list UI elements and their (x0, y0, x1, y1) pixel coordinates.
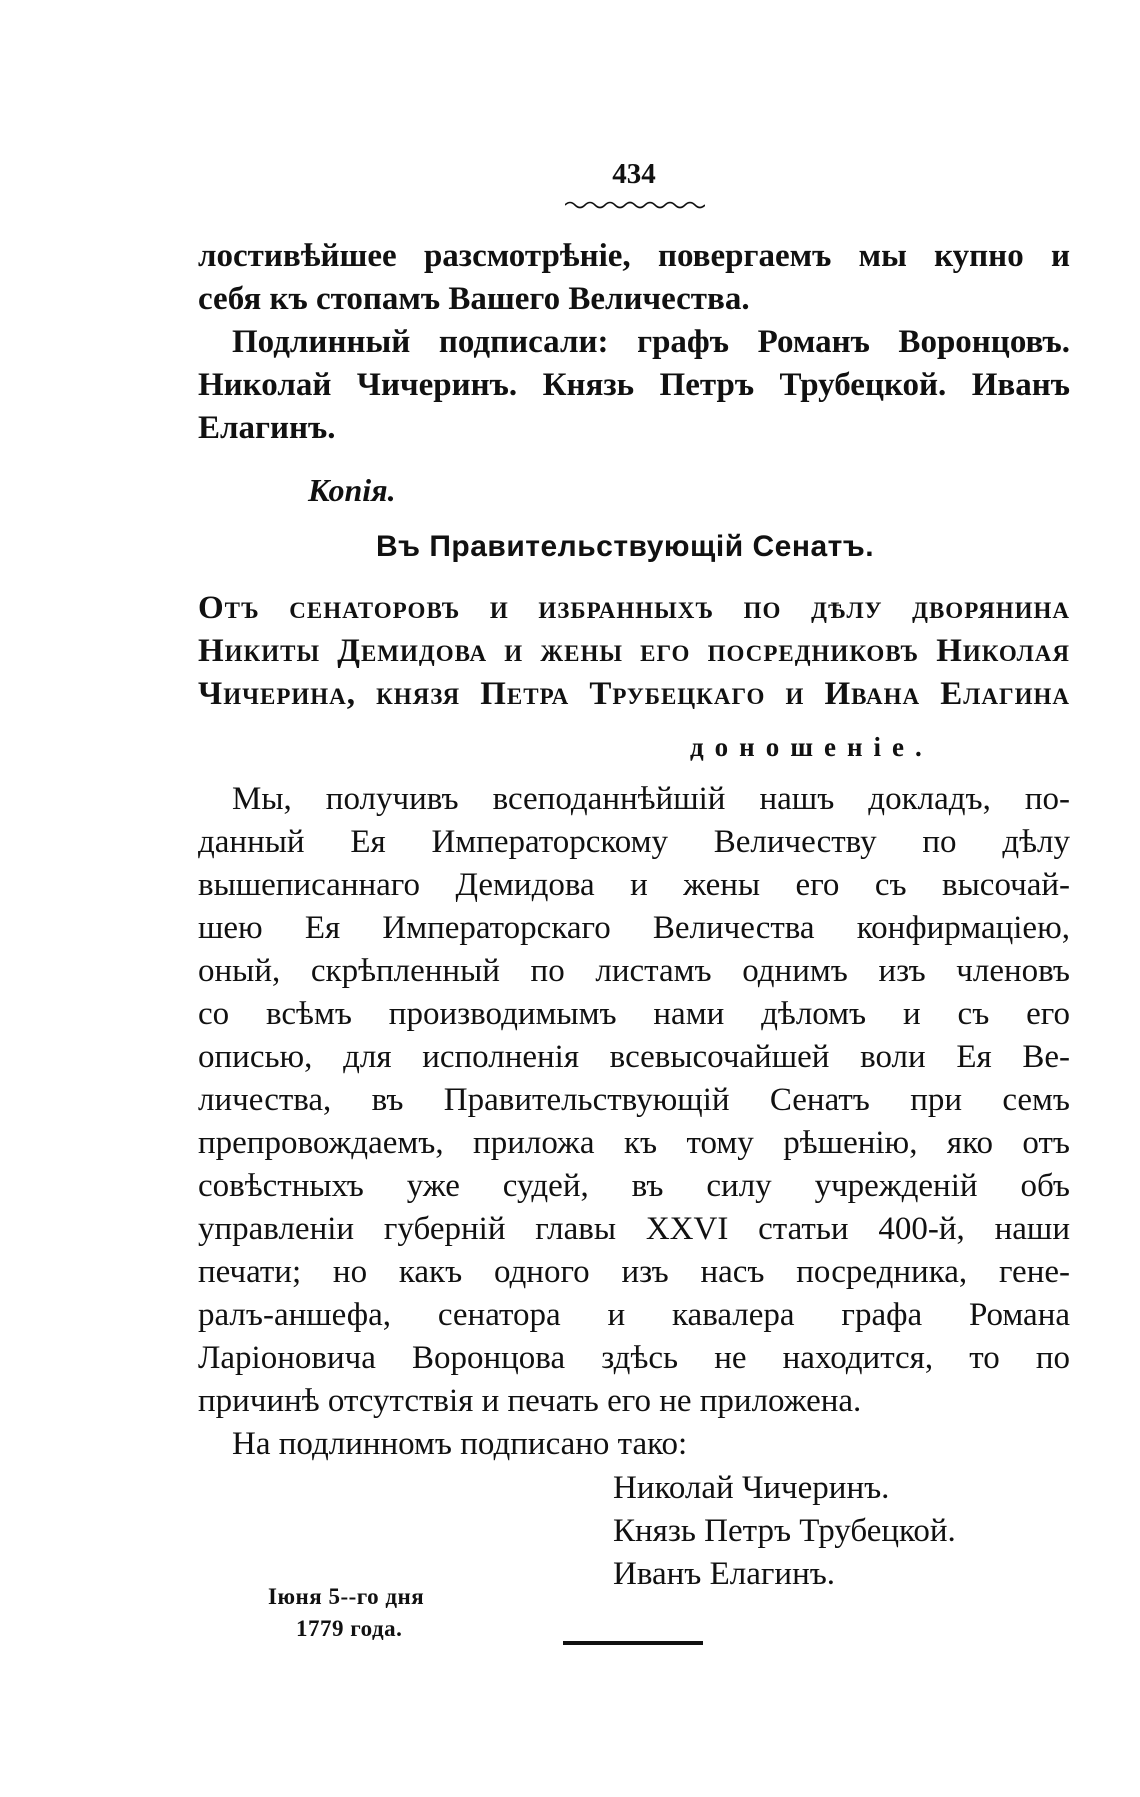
closing-intro: На подлинномъ подписано тако: (232, 1426, 688, 1462)
body-line: управленіи губерній главы XXVI статьи 400-й, наши (198, 1211, 1070, 1247)
body-line: описью, для исполненія всевысочайшей воли Ея Ве- (198, 1039, 1070, 1075)
sender-line: Отъ сенаторовъ и избранныхъ по дѣлу дворянина (198, 590, 1070, 626)
signature-line: Иванъ Елагинъ. (613, 1556, 836, 1592)
body-line: Ларіоновича Воронцова здѣсь не находится, то по (198, 1340, 1070, 1376)
signature-line: Николай Чичеринъ. (613, 1470, 890, 1506)
text-line: Подлинный подписали: графъ Романъ Воронцовъ. (232, 324, 1070, 360)
body-line: вышеписаннаго Демидова и жены его съ высочай- (198, 867, 1070, 903)
end-rule (563, 1641, 703, 1645)
body-line: шею Ея Императорскаго Величества конфирмаціею, (198, 910, 1070, 946)
body-line: данный Ея Императорскому Величеству по дѣлу (198, 824, 1070, 860)
text-line: лостивѣйшее разсмотрѣніе, повергаемъ мы купно и (198, 238, 1070, 274)
body-line: препровождаемъ, приложа къ тому рѣшенію, яко отъ (198, 1125, 1070, 1161)
document-type: доношеніе. (690, 732, 933, 762)
body-line: причинѣ отсутствія и печать его не приложена. (198, 1383, 862, 1419)
body-line: со всѣмъ производимымъ нами дѣломъ и съ его (198, 996, 1070, 1032)
body-line: печати; но какъ одного изъ насъ посредника, гене- (198, 1254, 1070, 1290)
signature-line: Князь Петръ Трубецкой. (613, 1513, 956, 1549)
document-heading: Въ Правительствующій Сенатъ. (375, 530, 875, 563)
date-line: 1779 года. (296, 1616, 403, 1641)
body-line: ралъ-аншефа, сенатора и кавалера графа Романа (198, 1297, 1070, 1333)
sender-line: Никиты Демидова и жены его посредниковъ Николая (198, 633, 1070, 669)
body-line: оный, скрѣпленный по листамъ однимъ изъ членовъ (198, 953, 1070, 989)
text-line: себя къ стопамъ Вашего Величества. (198, 281, 750, 317)
sender-line: Чичерина, князя Петра Трубецкаго и Ивана Елагина (198, 676, 1070, 712)
copy-label: Копія. (308, 472, 396, 508)
body-line: совѣстныхъ уже судей, въ силу учрежденій объ (198, 1168, 1070, 1204)
body-line: личества, въ Правительствующій Сенатъ при семъ (198, 1082, 1070, 1118)
body-line: Мы, получивъ всеподаннѣйшій нашъ докладъ, по- (232, 781, 1070, 817)
decorative-wavy-rule (565, 200, 705, 210)
text-line: Николай Чичеринъ. Князь Петръ Трубецкой. Иванъ (198, 367, 1070, 403)
date-line: Іюня 5--го дня (268, 1584, 425, 1609)
page-number: 434 (612, 158, 656, 190)
text-line: Елагинъ. (198, 410, 336, 446)
